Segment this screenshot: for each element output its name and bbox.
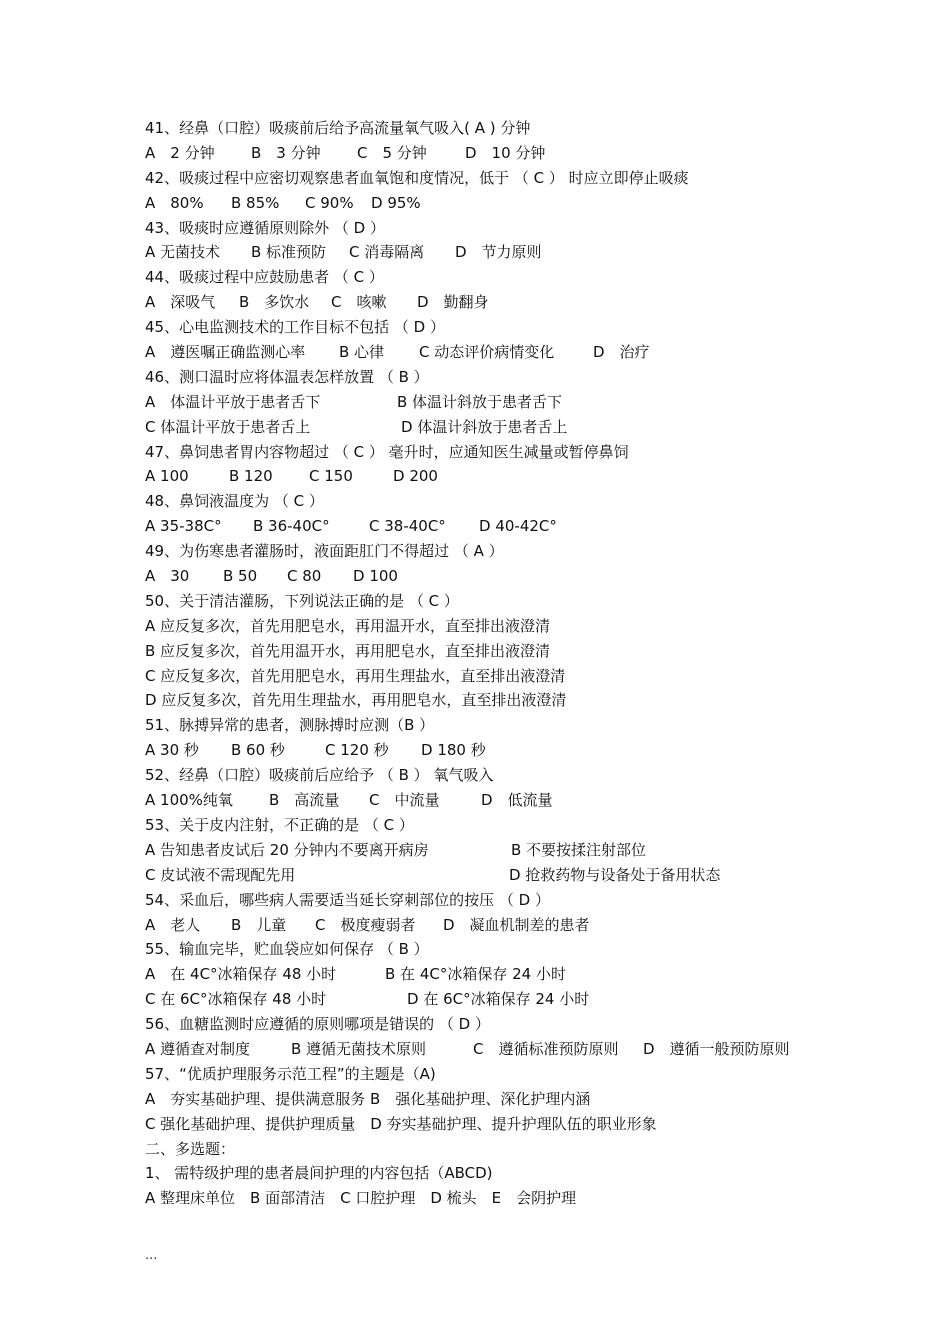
- question-line: 41、经鼻（口腔）吸痰前后给予高流量氧气吸入( A ) 分钟: [145, 119, 531, 137]
- option-row: [145, 191, 925, 216]
- question-line: A 夯实基础护理、提供满意服务 B 强化基础护理、深化护理内涵: [145, 1089, 591, 1108]
- option-item: C 5 分钟: [357, 143, 427, 162]
- option-row: [145, 987, 925, 1012]
- question-line: 1、 需特级护理的患者晨间护理的内容包括（ABCD): [145, 1164, 493, 1183]
- option-item: B 36-40C°: [253, 517, 330, 536]
- question-line: 46、测口温时应将体温表怎样放置 （ B ）: [145, 367, 429, 386]
- option-item: D 95%: [371, 193, 421, 212]
- page-footer: ...: [145, 1248, 158, 1263]
- question-line: 52、经鼻（口腔）吸痰前后应给予 （ B ） 氧气吸入: [145, 766, 494, 785]
- option-item: A 100%纯氧: [145, 791, 233, 810]
- option-item: A 深吸气: [145, 293, 216, 312]
- option-item: C 咳嗽: [331, 293, 387, 312]
- option-item: C 120 秒: [325, 741, 389, 760]
- option-row: [145, 863, 925, 888]
- option-item: A 遵医嘱正确监测心率: [145, 343, 306, 362]
- option-item: D 体温计斜放于患者舌上: [401, 417, 568, 436]
- question-line: 53、关于皮内注射，不正确的是 （ C ）: [145, 815, 414, 834]
- question-line: 57、“优质护理服务示范工程”的主题是（A): [145, 1064, 436, 1083]
- option-item: B 85%: [231, 193, 280, 212]
- question-line: D 应反复多次，首先用生理盐水，再用肥皂水，直至排出液澄清: [145, 691, 567, 710]
- option-item: D 遵循一般预防原则: [643, 1039, 790, 1058]
- option-item: C 在 6C°冰箱保存 48 小时: [145, 990, 327, 1009]
- option-item: B 3 分钟: [251, 143, 321, 162]
- option-item: C 38-40C°: [369, 517, 446, 536]
- option-item: A 告知患者皮试后 20 分钟内不要离开病房: [145, 840, 429, 859]
- option-item: B 不要按揉注射部位: [511, 840, 647, 859]
- option-item: C 80: [287, 567, 322, 586]
- option-item: D 180 秒: [421, 741, 486, 760]
- option-row: [145, 738, 925, 763]
- option-item: D 低流量: [481, 791, 553, 810]
- option-row: [145, 514, 925, 539]
- option-item: D 200: [393, 467, 438, 486]
- option-row: [145, 1037, 925, 1062]
- option-row: [145, 962, 925, 987]
- option-item: C 中流量: [369, 791, 440, 810]
- question-line: C 强化基础护理、提供护理质量 D 夯实基础护理、提升护理队伍的职业形象: [145, 1114, 657, 1133]
- option-item: A 体温计平放于患者舌下: [145, 392, 321, 411]
- option-item: B 标准预防: [251, 243, 327, 262]
- option-item: C 遵循标准预防原则: [473, 1039, 619, 1058]
- option-item: D 治疗: [593, 343, 650, 362]
- option-item: D 40-42C°: [479, 517, 557, 536]
- option-item: A 老人: [145, 915, 201, 934]
- option-item: A 100: [145, 467, 189, 486]
- option-item: C 90%: [305, 193, 354, 212]
- option-item: B 心律: [339, 343, 385, 362]
- option-item: A 在 4C°冰箱保存 48 小时: [145, 965, 337, 984]
- question-line: 二、多选题：: [145, 1139, 236, 1158]
- option-item: A 无菌技术: [145, 243, 221, 262]
- option-item: B 在 4C°冰箱保存 24 小时: [385, 965, 566, 984]
- question-line: 47、鼻饲患者胃内容物超过 （ C ） 毫升时，应通知医生减量或暂停鼻饲: [145, 442, 629, 461]
- option-row: [145, 290, 925, 315]
- option-row: [145, 913, 925, 938]
- option-item: D 在 6C°冰箱保存 24 小时: [407, 990, 590, 1009]
- option-item: D 节力原则: [455, 243, 542, 262]
- question-line: 56、血糖监测时应遵循的原则哪项是错误的 （ D ）: [145, 1015, 490, 1034]
- option-row: [145, 340, 925, 365]
- option-item: A 遵循查对制度: [145, 1039, 251, 1058]
- option-item: A 30 秒: [145, 741, 199, 760]
- question-line: 42、吸痰过程中应密切观察患者血氧饱和度情况，低于 （ C ） 时应立即停止吸痰: [145, 168, 689, 187]
- option-item: A 80%: [145, 193, 204, 212]
- question-line: 50、关于清洁灌肠，下列说法正确的是 （ C ）: [145, 591, 459, 610]
- option-item: A 2 分钟: [145, 143, 215, 162]
- option-item: C 极度瘦弱者: [315, 915, 416, 934]
- document-body: [145, 116, 925, 1211]
- option-row: [145, 240, 925, 265]
- option-item: D 凝血机制差的患者: [443, 915, 590, 934]
- question-line: 43、吸痰时应遵循原则除外 （ D ）: [145, 218, 385, 237]
- option-row: [145, 464, 925, 489]
- option-item: B 60 秒: [231, 741, 285, 760]
- option-row: [145, 788, 925, 813]
- option-item: D 100: [353, 567, 398, 586]
- option-row: [145, 838, 925, 863]
- option-item: D 10 分钟: [465, 143, 546, 162]
- option-item: A 35-38C°: [145, 517, 222, 536]
- question-line: C 应反复多次，首先用肥皂水，再用生理盐水，直至排出液澄清: [145, 666, 566, 685]
- option-item: C 动态评价病情变化: [419, 343, 555, 362]
- option-row: [145, 390, 925, 415]
- option-item: B 多饮水: [239, 293, 310, 312]
- option-item: D 抢救药物与设备处于备用状态: [509, 865, 721, 884]
- option-item: C 皮试液不需现配先用: [145, 865, 296, 884]
- question-line: 44、吸痰过程中应鼓励患者 （ C ）: [145, 268, 384, 287]
- option-item: B 120: [229, 467, 273, 486]
- question-line: 45、心电监测技术的工作目标不包括 （ D ）: [145, 318, 445, 337]
- option-item: B 高流量: [269, 791, 340, 810]
- question-line: 49、为伤寒患者灌肠时，液面距肛门不得超过 （ A ）: [145, 542, 504, 561]
- option-item: B 50: [223, 567, 258, 586]
- question-line: A 整理床单位 B 面部清洁 C 口腔护理 D 梳头 E 会阴护理: [145, 1189, 577, 1208]
- option-item: B 体温计斜放于患者舌下: [397, 392, 563, 411]
- question-line: 55、输血完毕，贮血袋应如何保存 （ B ）: [145, 940, 429, 959]
- option-item: C 150: [309, 467, 353, 486]
- question-line: 51、脉搏异常的患者，测脉搏时应测（B ）: [145, 716, 435, 735]
- option-row: [145, 564, 925, 589]
- option-row: [145, 415, 925, 440]
- option-item: C 消毒隔离: [349, 243, 425, 262]
- option-row: [145, 141, 925, 166]
- question-line: 48、鼻饲液温度为 （ C ）: [145, 492, 324, 511]
- question-line: B 应反复多次，首先用温开水，再用肥皂水，直至排出液澄清: [145, 641, 551, 660]
- question-line: A 应反复多次，首先用肥皂水，再用温开水，直至排出液澄清: [145, 616, 551, 635]
- option-item: B 遵循无菌技术原则: [291, 1039, 427, 1058]
- option-item: A 30: [145, 567, 190, 586]
- option-item: D 勤翻身: [417, 293, 489, 312]
- option-item: C 体温计平放于患者舌上: [145, 417, 311, 436]
- option-item: B 儿童: [231, 915, 287, 934]
- question-line: 54、采血后，哪些病人需要适当延长穿刺部位的按压 （ D ）: [145, 890, 550, 909]
